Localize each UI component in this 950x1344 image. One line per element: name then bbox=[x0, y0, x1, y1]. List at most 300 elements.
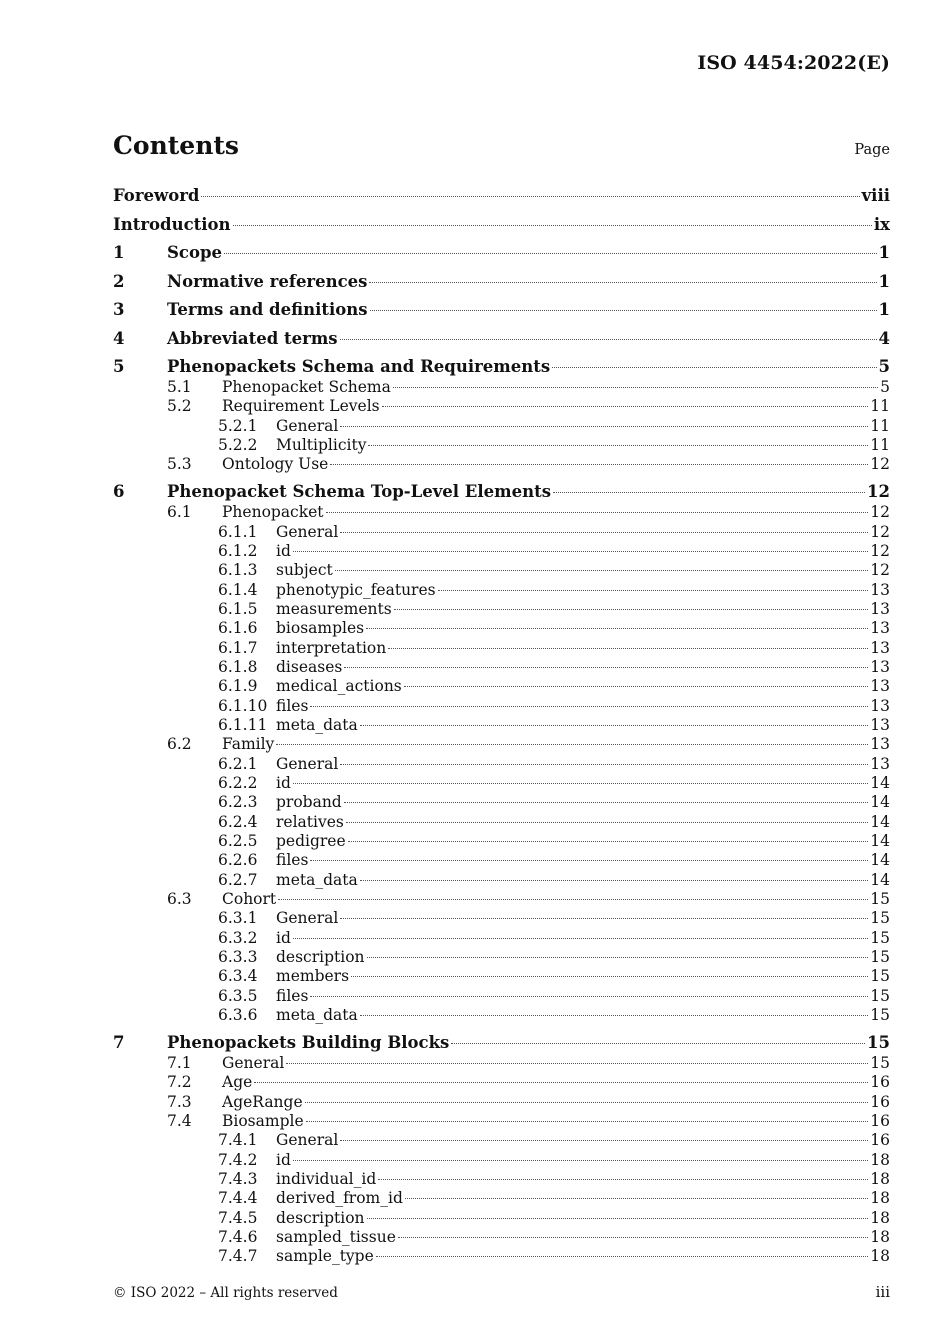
toc-entry-title[interactable]: Phenopacket bbox=[222, 503, 324, 522]
toc-entry-page[interactable]: 13 bbox=[870, 735, 890, 754]
toc-entry-page[interactable]: 14 bbox=[870, 851, 890, 870]
toc-entry[interactable] bbox=[113, 851, 890, 870]
toc-entry-page[interactable]: 18 bbox=[870, 1228, 890, 1247]
dot-leader bbox=[360, 725, 869, 726]
toc-entry-page[interactable]: 4 bbox=[878, 328, 890, 348]
toc-entry-line bbox=[276, 929, 890, 948]
toc-entry-title[interactable]: description bbox=[276, 948, 365, 967]
toc-entry-line bbox=[167, 328, 890, 350]
toc-entry-page[interactable]: 15 bbox=[870, 909, 890, 928]
toc-entry-line bbox=[276, 523, 890, 542]
toc-entry-number: 7.3 bbox=[167, 1092, 192, 1111]
toc-entry-page[interactable]: 14 bbox=[870, 870, 890, 889]
toc-entry-line bbox=[276, 1209, 890, 1228]
toc-entry-title[interactable]: Foreword bbox=[113, 186, 200, 205]
toc-entry-line bbox=[276, 755, 890, 774]
dot-leader bbox=[438, 590, 869, 591]
dot-leader bbox=[378, 1179, 868, 1180]
toc-entry-title[interactable]: id bbox=[276, 1150, 291, 1169]
toc-entry-line bbox=[276, 542, 890, 561]
toc-entry-page[interactable]: 15 bbox=[870, 986, 890, 1005]
toc-entry[interactable] bbox=[113, 832, 890, 851]
toc-entry-line bbox=[222, 1054, 890, 1073]
toc-entry-line bbox=[276, 639, 890, 658]
toc-entry[interactable] bbox=[113, 1247, 890, 1266]
toc-entry[interactable] bbox=[113, 909, 890, 928]
toc-entry-line bbox=[276, 417, 890, 436]
toc-entry-number: 7.1 bbox=[167, 1054, 192, 1072]
toc-entry-page[interactable]: 13 bbox=[870, 677, 890, 696]
toc-entry-page[interactable]: 12 bbox=[870, 522, 890, 541]
toc-entry-title[interactable]: diseases bbox=[276, 657, 343, 676]
toc-entry-line bbox=[113, 185, 890, 207]
toc-entry-page[interactable]: 13 bbox=[870, 638, 890, 657]
toc-entry-title[interactable]: description bbox=[276, 1208, 365, 1227]
toc-entry-page[interactable]: 13 bbox=[870, 657, 890, 676]
toc-entry-number: 6.1.4 bbox=[218, 580, 258, 599]
dot-leader bbox=[310, 860, 868, 861]
toc-entry-line bbox=[276, 581, 890, 600]
toc-entry-page[interactable]: 1 bbox=[878, 243, 890, 262]
toc-entry-title[interactable]: Phenopackets Schema and Requirements bbox=[167, 357, 551, 376]
toc-entry-page[interactable]: viii bbox=[861, 186, 890, 205]
toc-entry[interactable] bbox=[113, 967, 890, 986]
dot-leader bbox=[382, 406, 869, 407]
toc-entry-number: 5.1 bbox=[167, 378, 192, 396]
toc-entry-number: 6.2 bbox=[167, 735, 192, 754]
toc-entry-line bbox=[276, 1151, 890, 1170]
toc-entry-number: 7 bbox=[113, 1033, 125, 1052]
toc-entry-line bbox=[276, 1006, 890, 1025]
toc-entry[interactable] bbox=[113, 207, 890, 236]
toc-entry[interactable] bbox=[113, 417, 890, 436]
toc-entry-title[interactable]: derived_from_id bbox=[276, 1189, 403, 1208]
toc-entry-title[interactable]: General bbox=[222, 1054, 285, 1072]
dot-leader bbox=[340, 532, 868, 533]
dot-leader bbox=[370, 310, 877, 311]
toc-entry-page[interactable]: ix bbox=[873, 214, 890, 234]
toc-entry-number: 6.1.6 bbox=[218, 619, 258, 638]
toc-entry[interactable] bbox=[113, 735, 890, 754]
toc-entry-title[interactable]: Cohort bbox=[222, 890, 277, 909]
toc-entry-line bbox=[276, 851, 890, 870]
toc-entry-title[interactable]: Scope bbox=[167, 243, 223, 262]
dot-leader bbox=[451, 1043, 865, 1044]
toc-entry[interactable] bbox=[113, 755, 890, 774]
toc-entry-page[interactable]: 5 bbox=[880, 378, 890, 396]
dot-leader bbox=[201, 196, 859, 197]
toc-entry-title[interactable]: Ontology Use bbox=[222, 455, 329, 474]
toc-entry-title[interactable]: relatives bbox=[276, 812, 344, 831]
toc-entry-page[interactable]: 18 bbox=[870, 1247, 890, 1266]
toc-entry-number: 6.1.1 bbox=[218, 522, 258, 541]
document-id: ISO 4454:2022(E) bbox=[697, 52, 890, 74]
toc-entry[interactable] bbox=[113, 948, 890, 967]
dot-leader bbox=[330, 464, 868, 465]
toc-entry-page[interactable]: 18 bbox=[870, 1170, 890, 1189]
table-of-contents bbox=[113, 185, 890, 1267]
toc-entry-page[interactable]: 15 bbox=[870, 1054, 890, 1072]
toc-entry-line bbox=[222, 1112, 890, 1131]
toc-entry-title[interactable]: biosamples bbox=[276, 619, 365, 638]
toc-entry[interactable] bbox=[113, 871, 890, 890]
dot-leader bbox=[405, 1198, 868, 1199]
toc-entry[interactable] bbox=[113, 378, 890, 397]
toc-entry-title[interactable]: Phenopacket Schema bbox=[222, 378, 391, 396]
toc-entry-line bbox=[222, 503, 890, 522]
toc-entry-title[interactable]: sampled_tissue bbox=[276, 1228, 396, 1247]
toc-entry[interactable] bbox=[113, 1054, 890, 1073]
toc-entry[interactable] bbox=[113, 581, 890, 600]
toc-entry-page[interactable]: 5 bbox=[878, 357, 890, 376]
dot-leader bbox=[348, 841, 869, 842]
toc-entry-page[interactable]: 12 bbox=[867, 482, 890, 502]
toc-entry-number: 6.2.4 bbox=[218, 812, 258, 831]
dot-leader bbox=[293, 551, 868, 552]
toc-entry-number: 6.3.3 bbox=[218, 948, 258, 967]
toc-entry-number: 6.1.5 bbox=[218, 599, 258, 618]
toc-entry-line bbox=[222, 890, 890, 909]
toc-entry[interactable] bbox=[113, 350, 890, 379]
toc-entry-title[interactable]: files bbox=[276, 696, 309, 715]
toc-entry-page[interactable]: 18 bbox=[870, 1150, 890, 1169]
toc-entry[interactable] bbox=[113, 1131, 890, 1150]
toc-entry-page[interactable]: 13 bbox=[870, 716, 890, 734]
toc-entry[interactable] bbox=[113, 813, 890, 832]
toc-entry-number: 6.3.1 bbox=[218, 909, 258, 928]
toc-entry[interactable] bbox=[113, 1026, 890, 1055]
toc-entry-title[interactable]: meta_data bbox=[276, 870, 358, 889]
dot-leader bbox=[233, 225, 872, 226]
toc-entry-title[interactable]: General bbox=[276, 754, 339, 773]
toc-entry[interactable] bbox=[113, 264, 890, 293]
toc-entry-page[interactable]: 13 bbox=[870, 599, 890, 618]
toc-entry-number: 6.1.3 bbox=[218, 561, 258, 580]
dot-leader bbox=[276, 744, 868, 745]
dot-leader bbox=[351, 976, 868, 977]
toc-entry-number: 6.3.6 bbox=[218, 1006, 258, 1025]
dot-leader bbox=[326, 512, 869, 513]
toc-entry-title[interactable]: files bbox=[276, 986, 309, 1005]
toc-entry-line bbox=[276, 813, 890, 832]
toc-entry-line bbox=[276, 793, 890, 812]
page-number: iii bbox=[875, 1283, 890, 1301]
toc-entry-line bbox=[167, 299, 890, 321]
toc-entry[interactable] bbox=[113, 542, 890, 561]
toc-entry-number: 5.2 bbox=[167, 397, 192, 416]
toc-entry-number: 7.4.3 bbox=[218, 1170, 258, 1189]
toc-entry-number: 6.1.11 bbox=[218, 716, 268, 734]
toc-entry-page[interactable]: 1 bbox=[878, 300, 890, 319]
toc-entry-number: 5.3 bbox=[167, 455, 192, 474]
toc-entry-title[interactable]: subject bbox=[276, 561, 333, 580]
toc-entry[interactable] bbox=[113, 987, 890, 1006]
toc-entry[interactable] bbox=[113, 397, 890, 416]
toc-entry-line bbox=[167, 271, 890, 293]
toc-entry-page[interactable]: 14 bbox=[870, 832, 890, 851]
dot-leader bbox=[340, 339, 877, 340]
toc-entry-page[interactable]: 15 bbox=[870, 948, 890, 967]
toc-entry[interactable] bbox=[113, 697, 890, 716]
toc-entry-title[interactable]: Phenopacket Schema Top-Level Elements bbox=[167, 482, 552, 502]
toc-entry-page[interactable]: 15 bbox=[870, 890, 890, 909]
toc-entry[interactable] bbox=[113, 1228, 890, 1247]
toc-entry[interactable] bbox=[113, 1112, 890, 1131]
toc-entry[interactable] bbox=[113, 1170, 890, 1189]
dot-leader bbox=[388, 648, 868, 649]
toc-entry-line bbox=[276, 716, 890, 735]
dot-leader bbox=[552, 367, 876, 368]
toc-entry[interactable] bbox=[113, 523, 890, 542]
toc-entry[interactable] bbox=[113, 185, 890, 207]
toc-entry-page[interactable]: 13 bbox=[870, 754, 890, 773]
toc-entry-title[interactable]: Introduction bbox=[113, 214, 231, 234]
toc-entry-page[interactable]: 15 bbox=[870, 928, 890, 947]
toc-entry-title[interactable]: Normative references bbox=[167, 271, 368, 291]
dot-leader bbox=[367, 1218, 869, 1219]
toc-entry-title[interactable]: meta_data bbox=[276, 716, 358, 734]
dot-leader bbox=[344, 667, 868, 668]
toc-entry[interactable] bbox=[113, 436, 890, 455]
toc-entry[interactable] bbox=[113, 639, 890, 658]
toc-entry[interactable] bbox=[113, 716, 890, 735]
toc-entry-line bbox=[222, 1093, 890, 1112]
toc-entry-line bbox=[276, 697, 890, 716]
toc-entry-line bbox=[276, 967, 890, 986]
toc-entry-line bbox=[276, 987, 890, 1006]
toc-entry-page[interactable]: 16 bbox=[870, 1073, 890, 1092]
dot-leader bbox=[335, 570, 869, 571]
toc-entry[interactable] bbox=[113, 455, 890, 474]
toc-entry-page[interactable]: 14 bbox=[870, 793, 890, 812]
toc-entry-line bbox=[167, 1032, 890, 1054]
toc-entry-line bbox=[113, 214, 890, 236]
dot-leader bbox=[254, 1082, 868, 1083]
toc-entry-page[interactable]: 16 bbox=[870, 1092, 890, 1111]
toc-entry[interactable] bbox=[113, 600, 890, 619]
dot-leader bbox=[286, 1063, 868, 1064]
toc-entry-title[interactable]: files bbox=[276, 851, 309, 870]
toc-entry-number: 6 bbox=[113, 482, 125, 502]
toc-entry-title[interactable]: interpretation bbox=[276, 638, 387, 657]
toc-entry-title[interactable]: members bbox=[276, 967, 350, 986]
toc-entry-page[interactable]: 18 bbox=[870, 1208, 890, 1227]
dot-leader bbox=[340, 918, 868, 919]
toc-entry-number: 5.2.1 bbox=[218, 416, 258, 435]
toc-entry-title[interactable]: Terms and definitions bbox=[167, 300, 368, 319]
toc-entry-line bbox=[276, 677, 890, 696]
toc-entry-page[interactable]: 12 bbox=[870, 503, 890, 522]
toc-entry-page[interactable]: 16 bbox=[870, 1131, 890, 1150]
toc-entry[interactable] bbox=[113, 890, 890, 909]
toc-entry-line bbox=[276, 1189, 890, 1208]
toc-entry[interactable] bbox=[113, 293, 890, 322]
dot-leader bbox=[310, 706, 868, 707]
toc-entry-number: 6.3.2 bbox=[218, 928, 258, 947]
toc-entry-number: 6.2.1 bbox=[218, 754, 258, 773]
dot-leader bbox=[310, 996, 868, 997]
toc-entry[interactable] bbox=[113, 561, 890, 580]
toc-entry-page[interactable]: 15 bbox=[867, 1033, 890, 1052]
toc-entry-title[interactable]: individual_id bbox=[276, 1170, 377, 1189]
dot-leader bbox=[367, 957, 869, 958]
dot-leader bbox=[346, 822, 868, 823]
toc-entry-number: 7.4 bbox=[167, 1112, 192, 1131]
toc-entry-line bbox=[276, 871, 890, 890]
toc-entry[interactable] bbox=[113, 503, 890, 522]
toc-entry-title[interactable]: Requirement Levels bbox=[222, 397, 380, 416]
toc-entry[interactable] bbox=[113, 929, 890, 948]
toc-entry-title[interactable]: medical_actions bbox=[276, 677, 402, 696]
toc-entry[interactable] bbox=[113, 321, 890, 350]
dot-leader bbox=[293, 783, 868, 784]
toc-entry-title[interactable]: General bbox=[276, 1131, 339, 1150]
toc-entry-title[interactable]: pedigree bbox=[276, 832, 346, 851]
dot-leader bbox=[340, 1140, 868, 1141]
toc-entry-line bbox=[276, 619, 890, 638]
toc-entry[interactable] bbox=[113, 1189, 890, 1208]
toc-entry-number: 7.2 bbox=[167, 1073, 192, 1092]
toc-entry-page[interactable]: 18 bbox=[870, 1189, 890, 1208]
toc-entry-title[interactable]: Age bbox=[222, 1073, 253, 1092]
toc-entry[interactable] bbox=[113, 774, 890, 793]
toc-entry-page[interactable]: 15 bbox=[870, 967, 890, 986]
toc-entry[interactable] bbox=[113, 619, 890, 638]
dot-leader bbox=[360, 880, 869, 881]
toc-entry-line bbox=[222, 1073, 890, 1092]
dot-leader bbox=[344, 802, 869, 803]
toc-entry-title[interactable]: Biosample bbox=[222, 1112, 304, 1131]
toc-entry-number: 6.2.3 bbox=[218, 793, 258, 812]
toc-entry-title[interactable]: Multiplicity bbox=[276, 436, 367, 455]
toc-entry-number: 2 bbox=[113, 271, 125, 291]
toc-entry[interactable] bbox=[113, 1151, 890, 1170]
toc-entry-line bbox=[167, 242, 890, 264]
toc-entry-number: 6.1.10 bbox=[218, 696, 268, 715]
toc-entry-line bbox=[276, 774, 890, 793]
toc-entry-line bbox=[276, 1170, 890, 1189]
toc-entry-line bbox=[276, 1247, 890, 1266]
toc-entry-number: 6.2.2 bbox=[218, 774, 258, 793]
toc-entry-title[interactable]: General bbox=[276, 909, 339, 928]
toc-entry-title[interactable]: id bbox=[276, 928, 291, 947]
toc-entry-number: 6.2.5 bbox=[218, 832, 258, 851]
toc-entry-title[interactable]: Phenopackets Building Blocks bbox=[167, 1033, 450, 1052]
toc-entry-page[interactable]: 14 bbox=[870, 812, 890, 831]
dot-leader bbox=[369, 282, 876, 283]
dot-leader bbox=[278, 899, 868, 900]
dot-leader bbox=[306, 1121, 869, 1122]
toc-entry-title[interactable]: AgeRange bbox=[222, 1092, 303, 1111]
toc-entry[interactable] bbox=[113, 1073, 890, 1092]
toc-entry-page[interactable]: 11 bbox=[870, 416, 890, 435]
copyright-notice: © ISO 2022 – All rights reserved bbox=[113, 1285, 338, 1301]
toc-entry-line bbox=[276, 658, 890, 677]
toc-entry-line bbox=[222, 455, 890, 474]
toc-entry-title[interactable]: Family bbox=[222, 735, 275, 754]
toc-entry[interactable] bbox=[113, 658, 890, 677]
dot-leader bbox=[224, 253, 877, 254]
toc-entry-line bbox=[222, 397, 890, 416]
toc-entry-page[interactable]: 15 bbox=[870, 1006, 890, 1025]
toc-entry-title[interactable]: phenotypic_features bbox=[276, 580, 436, 599]
toc-entry-page[interactable]: 12 bbox=[870, 561, 890, 580]
toc-entry-page[interactable]: 13 bbox=[870, 580, 890, 599]
toc-entry[interactable] bbox=[113, 236, 890, 265]
toc-entry-page[interactable]: 11 bbox=[870, 397, 890, 416]
toc-entry[interactable] bbox=[113, 1209, 890, 1228]
toc-entry-page[interactable]: 16 bbox=[870, 1112, 890, 1131]
dot-leader bbox=[404, 686, 869, 687]
dot-leader bbox=[553, 492, 865, 493]
toc-entry-line bbox=[276, 1131, 890, 1150]
toc-entry[interactable] bbox=[113, 1093, 890, 1112]
toc-entry-page[interactable]: 11 bbox=[870, 436, 890, 455]
toc-entry-page[interactable]: 1 bbox=[878, 271, 890, 291]
dot-leader bbox=[376, 1256, 868, 1257]
toc-entry[interactable] bbox=[113, 793, 890, 812]
toc-entry-title[interactable]: Abbreviated terms bbox=[167, 328, 338, 348]
dot-leader bbox=[394, 609, 869, 610]
dot-leader bbox=[305, 1102, 869, 1103]
dot-leader bbox=[293, 1160, 868, 1161]
toc-entry-title[interactable]: General bbox=[276, 522, 339, 541]
toc-entry-line bbox=[167, 481, 890, 503]
toc-entry-line bbox=[222, 735, 890, 754]
toc-entry-number: 3 bbox=[113, 300, 125, 319]
toc-entry-number: 6.1.2 bbox=[218, 541, 258, 560]
toc-entry[interactable] bbox=[113, 1006, 890, 1025]
toc-entry-number: 1 bbox=[113, 243, 125, 262]
toc-entry-title[interactable]: sample_type bbox=[276, 1247, 374, 1266]
toc-entry-number: 6.2.6 bbox=[218, 851, 258, 870]
toc-entry[interactable] bbox=[113, 475, 890, 504]
dot-leader bbox=[366, 628, 868, 629]
toc-entry-line bbox=[276, 436, 890, 455]
dot-leader bbox=[398, 1237, 868, 1238]
toc-entry-title[interactable]: General bbox=[276, 416, 339, 435]
toc-entry[interactable] bbox=[113, 677, 890, 696]
toc-entry-title[interactable]: meta_data bbox=[276, 1006, 358, 1025]
toc-entry-number: 7.4.7 bbox=[218, 1247, 258, 1266]
toc-entry-title[interactable]: proband bbox=[276, 793, 342, 812]
toc-entry-page[interactable]: 13 bbox=[870, 619, 890, 638]
toc-entry-number: 5 bbox=[113, 357, 125, 376]
toc-entry-number: 7.4.1 bbox=[218, 1131, 258, 1150]
toc-entry-title[interactable]: id bbox=[276, 541, 291, 560]
dot-leader bbox=[360, 1015, 869, 1016]
toc-entry-title[interactable]: measurements bbox=[276, 599, 392, 618]
toc-entry-number: 4 bbox=[113, 328, 125, 348]
toc-entry-line bbox=[222, 378, 890, 397]
toc-entry-number: 6.1.7 bbox=[218, 638, 258, 657]
toc-entry-line bbox=[276, 948, 890, 967]
toc-entry-line bbox=[276, 561, 890, 580]
toc-entry-page[interactable]: 12 bbox=[870, 541, 890, 560]
toc-entry-page[interactable]: 13 bbox=[870, 696, 890, 715]
toc-entry-number: 6.2.7 bbox=[218, 870, 258, 889]
toc-entry-page[interactable]: 14 bbox=[870, 774, 890, 793]
page-column-label: Page bbox=[854, 142, 890, 158]
toc-entry-page[interactable]: 12 bbox=[870, 455, 890, 474]
dot-leader bbox=[293, 938, 868, 939]
toc-entry-line bbox=[276, 832, 890, 851]
toc-entry-number: 6.1.8 bbox=[218, 657, 258, 676]
toc-entry-line bbox=[276, 1228, 890, 1247]
toc-entry-title[interactable]: id bbox=[276, 774, 291, 793]
toc-entry-number: 6.3.4 bbox=[218, 967, 258, 986]
toc-entry-line bbox=[167, 356, 890, 378]
